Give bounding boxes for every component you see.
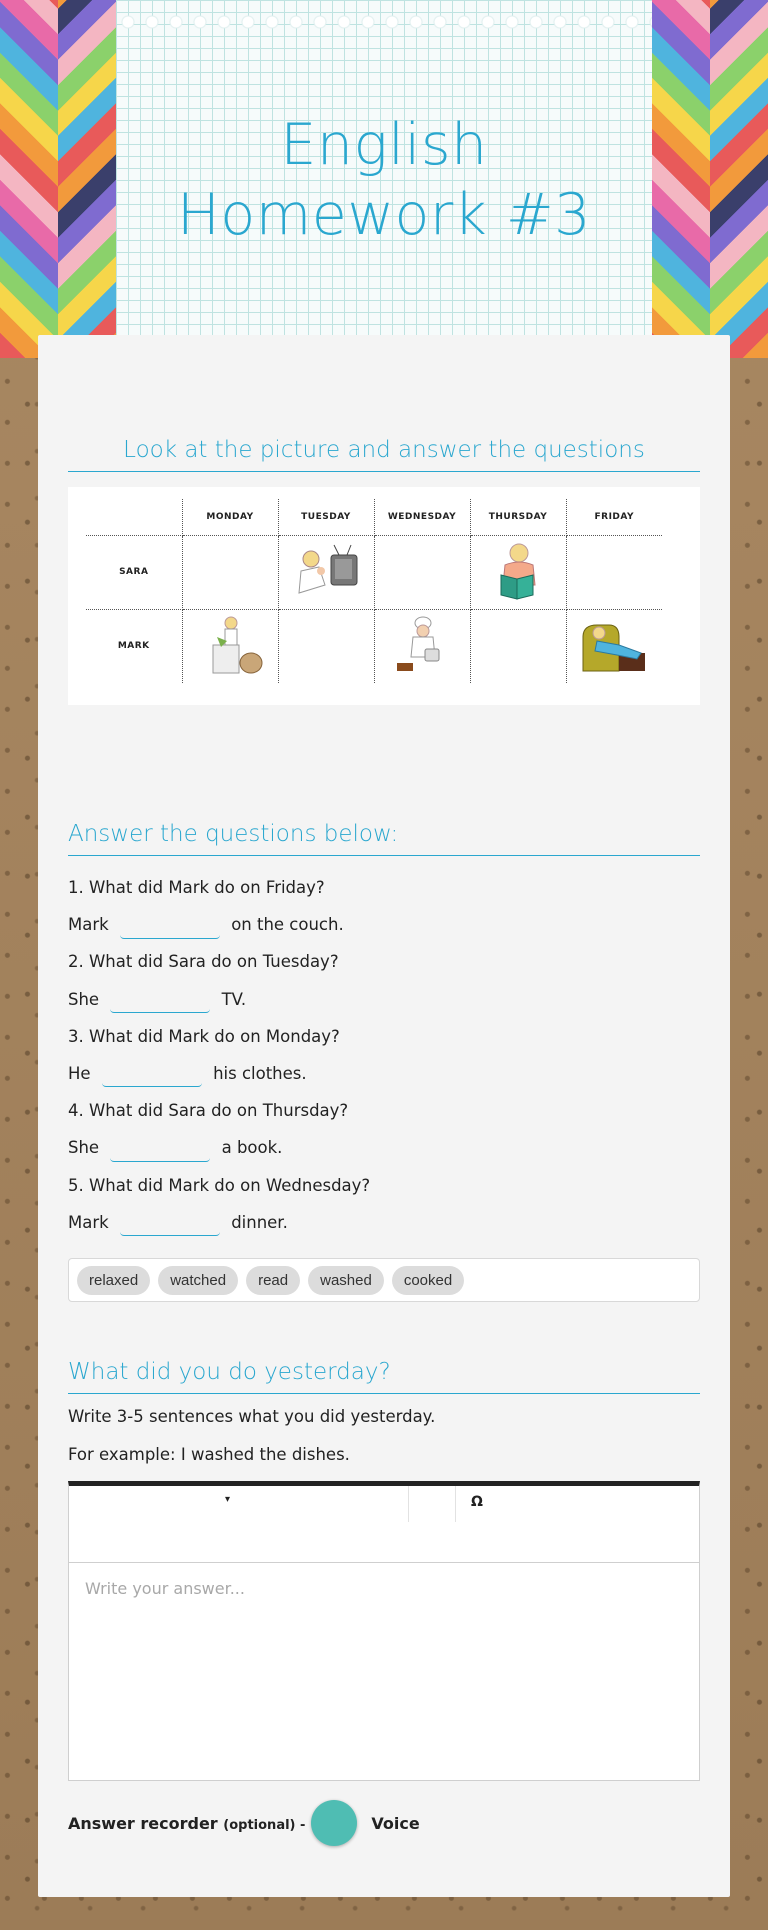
answer-blank-4[interactable] [110,1136,210,1162]
word-bank [68,1258,700,1302]
schedule-picture [68,487,700,705]
day-tuesday: TUESDAY [278,499,374,535]
answer-prefix: He [68,1063,91,1083]
answer-prefix: She [68,1138,100,1158]
answer-prefix: Mark [68,1212,109,1232]
notebook-holes [116,12,652,32]
row-sara: SARA [86,535,182,609]
cell-sara-wednesday [374,535,470,609]
answer-suffix: on the couch. [231,915,344,935]
page-title: English Homework #3 [177,112,591,248]
voice-label: Voice [371,1813,420,1833]
schedule-corner [86,499,182,535]
cell-mark-tuesday [278,609,374,683]
answer-prefix: She [68,989,100,1009]
cell-mark-wednesday [374,609,470,683]
answer-line-4 [68,1129,700,1166]
question-2: 2. What did Sara do on Tuesday? [68,952,339,972]
answer-suffix: TV. [221,989,247,1009]
writing-instruction: Write 3-5 sentences what you did yesterday. [68,1407,436,1426]
washing-clothes-illustration [195,615,265,675]
answer-suffix: dinner. [231,1212,288,1232]
cell-sara-monday [182,535,278,609]
special-character-icon[interactable]: Ω [471,1494,483,1510]
questions-list [68,869,700,1241]
word-chip-relaxed[interactable]: relaxed [77,1266,150,1295]
day-friday: FRIDAY [566,499,662,535]
question-4: 4. What did Sara do on Thursday? [68,1101,349,1121]
answer-suffix: a book. [221,1138,283,1158]
rich-text-editor [68,1481,700,1781]
chevron-pattern-left [0,0,116,358]
cell-mark-monday [182,609,278,683]
answer-line-2 [68,981,700,1018]
answer-textarea[interactable] [69,1563,699,1779]
schedule-table [86,499,662,683]
header-banner [0,0,768,358]
answer-prefix: Mark [68,915,109,935]
format-dropdown-icon[interactable]: ▾ [225,1494,231,1505]
word-chip-washed[interactable]: washed [308,1266,384,1295]
word-chip-read[interactable]: read [246,1266,300,1295]
cell-sara-thursday [470,535,566,609]
record-button[interactable] [311,1800,357,1846]
recorder-label [68,1814,305,1833]
day-wednesday: WEDNESDAY [374,499,470,535]
writing-example: For example: I washed the dishes. [68,1445,350,1464]
worksheet-card [38,335,730,1897]
answer-line-5 [68,1204,700,1241]
answer-blank-3[interactable] [102,1061,202,1087]
answer-blank-5[interactable] [120,1210,220,1236]
cell-mark-friday [566,609,662,683]
word-chip-cooked[interactable]: cooked [392,1266,464,1295]
answer-recorder [68,1801,420,1845]
watching-tv-illustration [291,541,361,601]
toolbar-separator [455,1486,456,1522]
cell-sara-tuesday [278,535,374,609]
recorder-optional: (optional) - [223,1817,306,1833]
row-mark: MARK [86,609,182,683]
word-chip-watched[interactable]: watched [158,1266,238,1295]
answer-line-3 [68,1055,700,1092]
section-title-picture: Look at the picture and answer the questions [68,437,700,472]
toolbar-separator [408,1486,409,1522]
chevron-pattern-right [652,0,768,358]
day-monday: MONDAY [182,499,278,535]
answer-blank-2[interactable] [110,987,210,1013]
editor-toolbar [69,1486,699,1563]
question-5: 5. What did Mark do on Wednesday? [68,1175,371,1195]
answer-suffix: his clothes. [213,1063,307,1083]
section-title-yesterday: What did you do yesterday? [68,1359,700,1394]
cooking-dinner-illustration [387,615,457,675]
cell-mark-thursday [470,609,566,683]
section-title-questions: Answer the questions below: [68,821,700,856]
question-3: 3. What did Mark do on Monday? [68,1026,340,1046]
cell-sara-friday [566,535,662,609]
question-1: 1. What did Mark do on Friday? [68,878,325,897]
answer-line-1 [68,906,700,943]
day-thursday: THURSDAY [470,499,566,535]
reading-book-illustration [483,541,553,601]
recorder-label-text: Answer recorder [68,1813,218,1833]
relaxing-couch-illustration [579,615,649,675]
answer-blank-1[interactable] [120,913,220,939]
